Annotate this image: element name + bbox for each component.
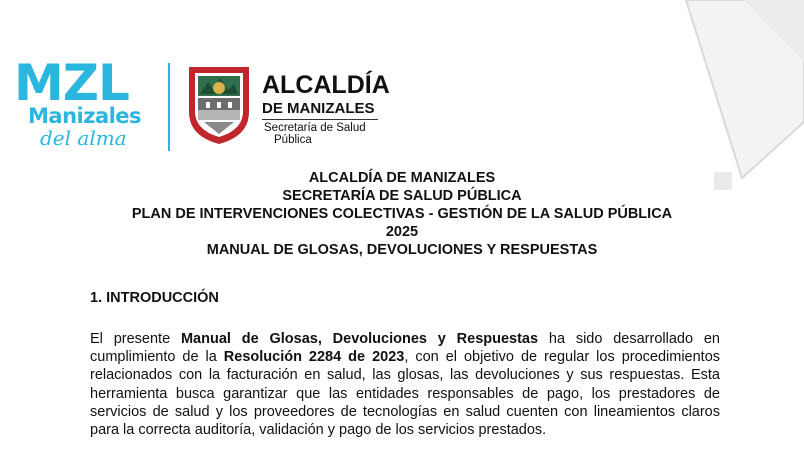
alcaldia-department-line2: Pública (274, 134, 312, 146)
heading-line-1: ALCALDÍA DE MANIZALES (308, 170, 496, 186)
alcaldia-department-line1: Secretaría de Salud (264, 122, 366, 134)
alcaldia-department (264, 122, 366, 146)
mzl-logo-city: Manizales (28, 104, 142, 128)
coat-of-arms-icon (186, 64, 252, 146)
mzl-logo-word: MZL (14, 54, 129, 112)
heading-line-3: PLAN DE INTERVENCIONES COLECTIVAS - GESTIÓN DE LA SALUD PÚBLICA (131, 206, 673, 222)
heading-line-4: 2025 (385, 224, 419, 240)
logo-separator (168, 63, 170, 151)
alcaldia-subtitle: DE MANIZALES (262, 100, 375, 117)
intro-bold-resolution: Resolución 2284 de 2023 (223, 349, 405, 366)
heading-line-5: MANUAL DE GLOSAS, DEVOLUCIONES Y RESPUESTAS (206, 242, 598, 258)
mzl-logo (14, 54, 164, 158)
intro-text-3: , con el objetivo de regular los procedimientos relacionados con la facturación en salud, las glosas, las devoluciones y sus respuestas. Esta herramienta busca garantizar que las entidades responsables de pago, los prestadores de servicios de salud y los proveedores de tecnologías en salud cuenten con lineamientos claros para la correcta auditoría, validación y pago de los servicios prestados. (90, 349, 721, 439)
section-title: 1. INTRODUCCIÓN (90, 290, 219, 306)
intro-paragraph (90, 330, 720, 439)
intro-text-2: ha sido desarrollado en cumplimiento de la (90, 331, 720, 366)
alcaldia-divider (262, 119, 378, 120)
mzl-logo-tagline: del alma (40, 126, 127, 150)
intro-text-1: El presente (90, 331, 181, 347)
alcaldia-title: ALCALDÍA (262, 71, 390, 99)
heading-line-2: SECRETARÍA DE SALUD PÚBLICA (282, 188, 522, 204)
intro-bold-manual: Manual de Glosas, Devoluciones y Respuestas (180, 331, 539, 347)
